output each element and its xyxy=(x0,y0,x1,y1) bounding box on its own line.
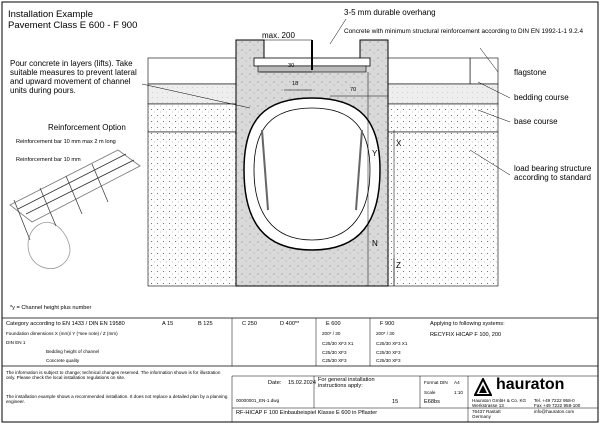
title-line-1: Installation Example xyxy=(8,9,94,20)
dim-y: Y xyxy=(372,149,378,158)
dim-x: X xyxy=(396,139,402,148)
drawing-number: 00000001_EN-1.dwg xyxy=(236,398,280,403)
table-row-label: Category according to EN 1433 / DIN EN 19580 xyxy=(6,321,125,327)
reinf-label-1: Reinforcement bar 10 mm max 2 m long xyxy=(16,139,116,145)
layer-flagstone: flagstone xyxy=(514,68,547,77)
pour-note: Pour concrete in layers (lifts). Take suitable measures to prevent lateral and upward movement of channel units during pours. xyxy=(10,59,137,95)
row-label-1: DIN EN 1 xyxy=(6,340,26,345)
legal-text: The information is subject to change; technical changes reserved. The information shown is for illustration only. Please check the local installation regulations on site. xyxy=(6,370,221,381)
general-note: For general installation instructions apply: xyxy=(318,377,375,389)
row-label-2: Bedding height of channel xyxy=(46,349,100,354)
date-value: 15.02.2024 xyxy=(288,380,316,386)
row-label-3: Concrete quality xyxy=(46,358,80,363)
reinforcement-cage xyxy=(10,150,140,269)
class-b125: B 125 xyxy=(198,321,213,327)
scale-label: Scale xyxy=(424,390,436,395)
class-c250: C 250 xyxy=(242,321,257,327)
class-d400: D 400** xyxy=(280,321,300,327)
scale-value: 1:10 xyxy=(454,390,463,395)
reinforcement-title: Reinforcement Option xyxy=(48,123,126,132)
company-address: Hauraton GmbH & Co. KG Werkstrasse 13 76437 Rastatt Germany xyxy=(472,398,527,419)
general-note-code: E68bs xyxy=(424,399,440,405)
overhang-note: 3-5 mm durable overhang xyxy=(344,8,436,17)
base-course xyxy=(388,104,498,132)
hauraton-logo xyxy=(472,376,596,398)
reinf-label-2: Reinforcement bar 10 mm xyxy=(16,157,81,163)
row-label-0: Foundation dimensions X (mm)/ Y (*see note) / Z (mm) xyxy=(6,331,118,336)
footer-line: RF-HICAP F 100 Einbaubeispiel Klasse E 600 in Pflaster xyxy=(236,410,378,416)
dim-max: max. 200 xyxy=(262,31,295,40)
bedding-course xyxy=(388,84,498,104)
footnote: *y = Channel height plus number xyxy=(10,305,92,311)
title-line-2: Pavement Class E 600 - F 900 xyxy=(8,20,138,31)
load-bearing-layer xyxy=(388,132,498,286)
dim-18: 18 xyxy=(292,81,299,87)
row-3-e600: C25/30 XF3 xyxy=(322,358,347,363)
row-2-f900: C25/30 XF3 xyxy=(376,350,401,355)
applying-systems: RECYFIX HICAP F 100, 200 xyxy=(430,332,502,338)
row-3-f900: C25/30 XF3 xyxy=(376,358,401,363)
layer-base: base course xyxy=(514,117,558,126)
row-2-e600: C25/30 XF3 xyxy=(322,350,347,355)
layer-structure: load bearing structure according to standard xyxy=(514,164,592,182)
concrete-note: Concrete with minimum structural reinforcement according to DIN EN 1992-1-1 9.2.4 xyxy=(344,28,584,35)
layer-bedding: bedding course xyxy=(514,93,569,102)
dim-n: N xyxy=(372,239,378,248)
general-note-page: 15 xyxy=(392,399,399,405)
applying-label: Applying to following systems: xyxy=(430,321,505,327)
dim-z: Z xyxy=(396,261,401,270)
format-value: A4 xyxy=(454,380,460,385)
company-contact: Tel. +49 7222 958-0 Fax +49 7222 958-100 info@hauraton.com xyxy=(534,398,581,414)
company-name: hauraton xyxy=(496,376,565,393)
legal-text-2: The installation example shows a recommended installation. It does not replace a detailed plan by a planning engineer. xyxy=(6,394,228,405)
flagstone-layer xyxy=(470,58,498,84)
dim-70: 70 xyxy=(350,87,357,93)
row-0-e600: 200* / 30 xyxy=(322,331,341,336)
row-1-e600: C25/30 XF3 X1 xyxy=(322,341,354,346)
row-0-f900: 200* / 30 xyxy=(376,331,395,336)
class-a15: A 15 xyxy=(162,321,174,327)
format-label: Format DIN xyxy=(424,380,448,385)
dim-30: 30 xyxy=(288,63,295,69)
class-f900: F 900 xyxy=(380,321,395,327)
class-e600: E 600 xyxy=(326,321,341,327)
date-label: Date: xyxy=(268,380,282,386)
row-1-f900: C25/30 XF3 X1 xyxy=(376,341,408,346)
